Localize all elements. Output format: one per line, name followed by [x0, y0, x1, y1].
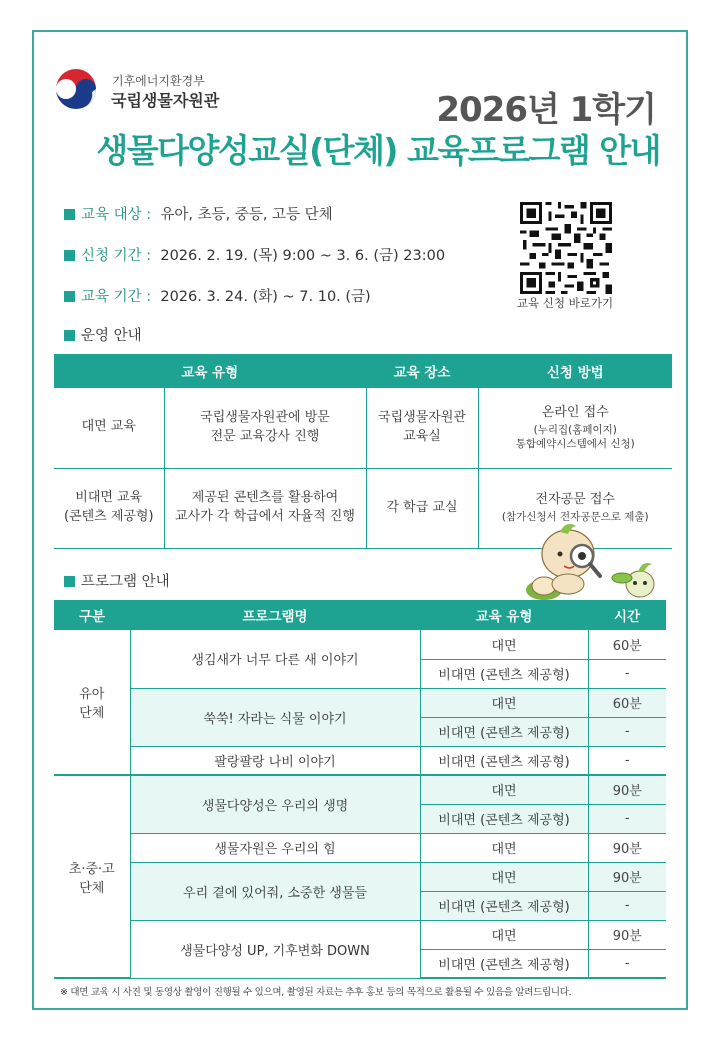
mascot-illustration — [522, 520, 672, 600]
pg-type: 비대면 (콘텐츠 제공형) — [420, 949, 588, 978]
op-header-type: 교육 유형 — [54, 354, 366, 388]
info-apply-label: 신청 기간 : — [81, 248, 152, 264]
op-desc: 제공된 콘텐츠를 활용하여 교사가 각 학급에서 자율적 진행 — [164, 468, 366, 548]
op-method: 전자공문 접수 (참가신청서 전자공문으로 제출) — [478, 468, 672, 548]
pg-header-time: 시간 — [588, 600, 666, 630]
pg-type: 비대면 (콘텐츠 제공형) — [420, 746, 588, 775]
pg-group-school: 초·중·고 단체 — [54, 775, 130, 978]
table-row — [54, 920, 666, 949]
info-apply — [64, 244, 445, 265]
pg-program-name: 쑥쑥! 자라는 식물 이야기 — [130, 688, 420, 746]
op-place: 각 학급 교실 — [366, 468, 478, 548]
pg-time: - — [588, 804, 666, 833]
op-place: 국립생물자원관 교육실 — [366, 388, 478, 468]
section-program-title — [64, 570, 170, 591]
info-apply-value: 2026. 2. 19. (목) 9:00 ~ 3. 6. (금) 23:00 — [160, 248, 446, 264]
pg-type: 대면 — [420, 775, 588, 804]
op-method: 온라인 접수 (누리집(홈페이지) 통합예약시스템에서 신청) — [478, 388, 672, 468]
info-target-value: 유아, 초등, 중등, 고등 단체 — [160, 207, 333, 223]
pg-header-name: 프로그램명 — [130, 600, 420, 630]
page-title: 생물다양성교실(단체) 교육프로그램 안내 — [96, 131, 660, 170]
pg-type: 대면 — [420, 862, 588, 891]
pg-program-name: 생김새가 너무 다른 새 이야기 — [130, 630, 420, 688]
bullet-square-icon — [64, 209, 75, 220]
program-table — [54, 600, 666, 979]
pg-type: 비대면 (콘텐츠 제공형) — [420, 659, 588, 688]
pg-program-name: 팔랑팔랑 나비 이야기 — [130, 746, 420, 775]
pg-header-group: 구분 — [54, 600, 130, 630]
table-row — [54, 833, 666, 862]
qr-caption: 교육 신청 바로가기 — [516, 296, 614, 310]
pg-type: 대면 — [420, 920, 588, 949]
qr-code-icon[interactable] — [520, 202, 612, 294]
pg-program-name: 우리 곁에 있어줘, 소중한 생물들 — [130, 862, 420, 920]
pg-time: 60분 — [588, 630, 666, 659]
pg-type: 비대면 (콘텐츠 제공형) — [420, 717, 588, 746]
title-year: 2026년 1학기 — [436, 90, 656, 130]
pg-time: 60분 — [588, 688, 666, 717]
pg-time: - — [588, 949, 666, 978]
pg-type: 대면 — [420, 630, 588, 659]
pg-type: 비대면 (콘텐츠 제공형) — [420, 891, 588, 920]
table-row — [54, 688, 666, 717]
table-row — [54, 746, 666, 775]
pg-time: - — [588, 659, 666, 688]
info-target-label: 교육 대상 : — [81, 207, 152, 223]
pg-time: - — [588, 717, 666, 746]
bullet-square-icon — [64, 291, 75, 302]
op-header-place: 교육 장소 — [366, 354, 478, 388]
pg-time: - — [588, 891, 666, 920]
table-row — [54, 388, 672, 468]
pg-program-name: 생물다양성 UP, 기후변화 DOWN — [130, 920, 420, 978]
section-operation-label: 운영 안내 — [81, 328, 142, 344]
pg-type: 대면 — [420, 688, 588, 717]
pg-type: 비대면 (콘텐츠 제공형) — [420, 804, 588, 833]
info-target — [64, 203, 333, 224]
pg-time: 90분 — [588, 862, 666, 891]
op-desc: 국립생물자원관에 방문 전문 교육강사 진행 — [164, 388, 366, 468]
pg-header-type: 교육 유형 — [420, 600, 588, 630]
bullet-square-icon — [64, 576, 75, 587]
pg-group-kinder: 유아 단체 — [54, 630, 130, 775]
pg-type: 대면 — [420, 833, 588, 862]
org-ministry: 기후에너지환경부 — [112, 74, 205, 88]
section-operation-title — [64, 324, 142, 345]
op-type: 비대면 교육 (콘텐츠 제공형) — [54, 468, 164, 548]
footnote: ※ 대면 교육 시 사진 및 동영상 촬영이 진행될 수 있으며, 촬영된 자료는 추후 홍보 등의 목적으로 활용될 수 있음을 알려드립니다. — [60, 987, 572, 998]
op-header-method: 신청 방법 — [478, 354, 672, 388]
info-period-value: 2026. 3. 24. (화) ~ 7. 10. (금) — [160, 289, 371, 305]
pg-program-name: 생물자원은 우리의 힘 — [130, 833, 420, 862]
pg-time: 90분 — [588, 775, 666, 804]
table-row — [54, 630, 666, 659]
pg-time: - — [588, 746, 666, 775]
bullet-square-icon — [64, 250, 75, 261]
bullet-square-icon — [64, 330, 75, 341]
org-institute: 국립생물자원관 — [111, 91, 220, 110]
section-program-label: 프로그램 안내 — [81, 574, 170, 590]
table-row — [54, 862, 666, 891]
info-period — [64, 285, 371, 306]
pg-time: 90분 — [588, 920, 666, 949]
pg-program-name: 생물다양성은 우리의 생명 — [130, 775, 420, 833]
table-row — [54, 775, 666, 804]
pg-time: 90분 — [588, 833, 666, 862]
government-emblem-logo — [52, 66, 102, 112]
op-type: 대면 교육 — [54, 388, 164, 468]
info-period-label: 교육 기간 : — [81, 289, 152, 305]
